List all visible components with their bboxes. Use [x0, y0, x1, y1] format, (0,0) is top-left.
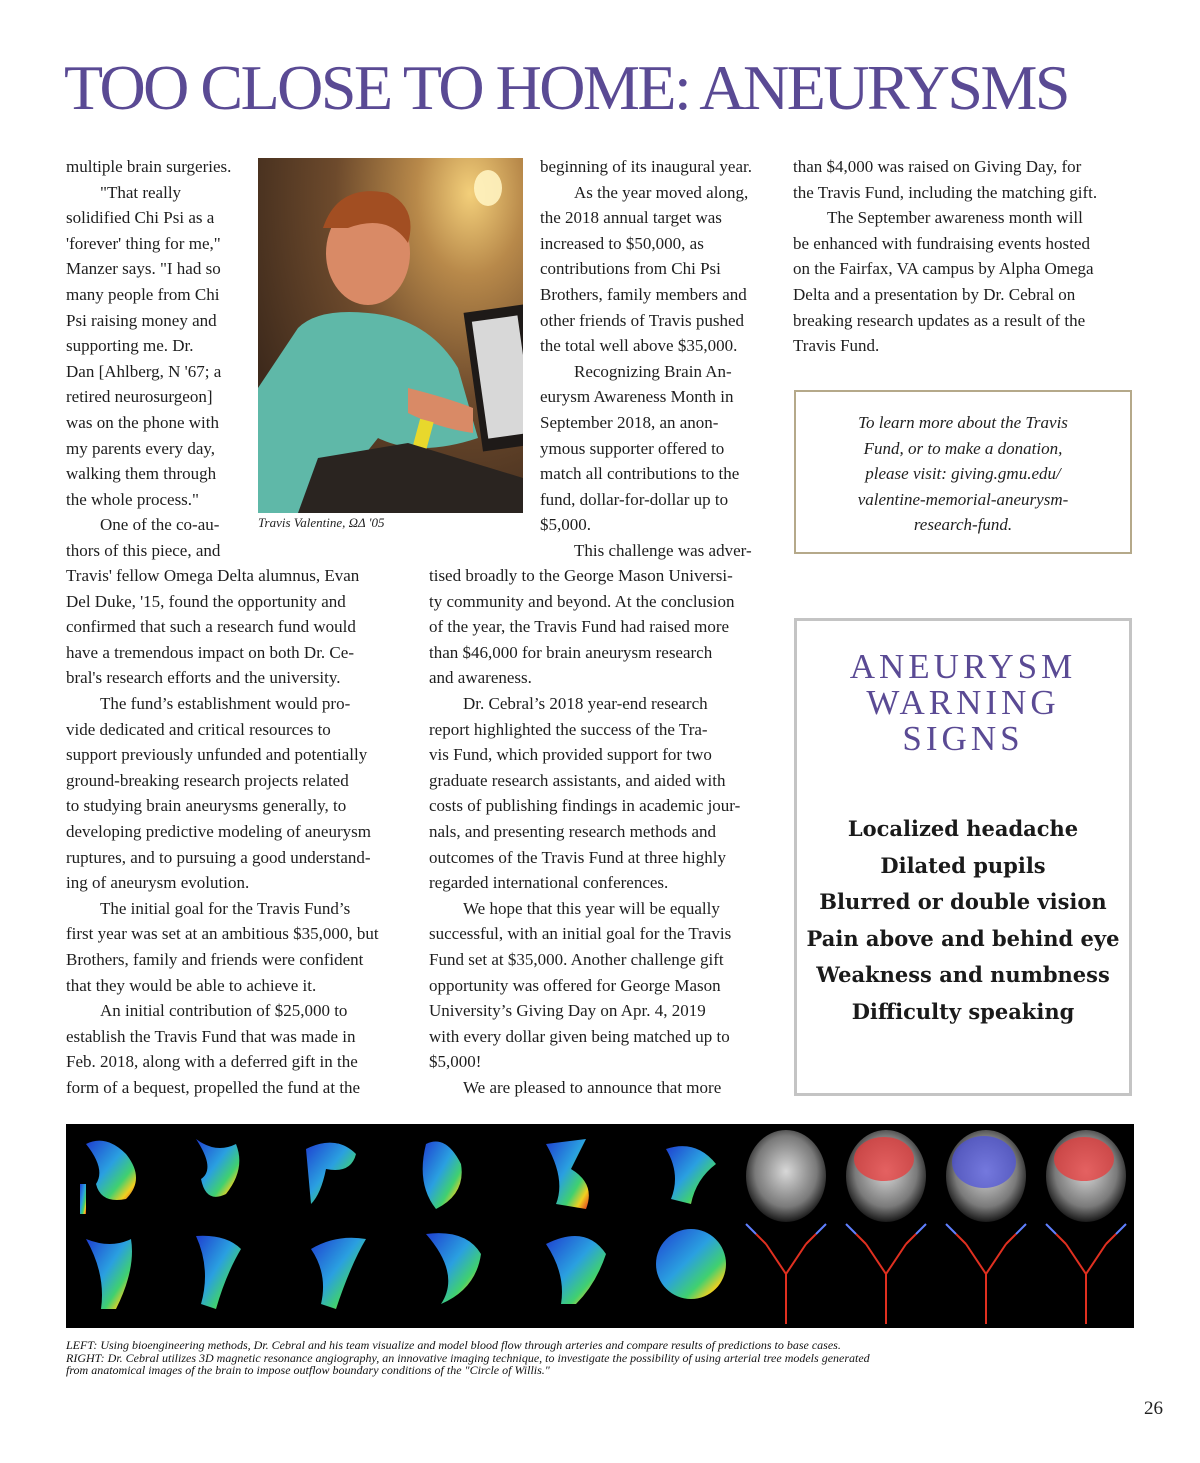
text-line: vide dedicated and critical resources to: [66, 719, 331, 739]
text-line: Fund set at $35,000. Another challenge gift: [429, 949, 724, 969]
warning-signs-title: [797, 649, 1129, 757]
page-title: TOO CLOSE TO HOME: ANEURYSMS: [64, 52, 1068, 123]
text-line: eurysm Awareness Month in: [540, 387, 734, 407]
text-line: report highlighted the success of the Tra-: [429, 719, 708, 739]
text-line: supporting me. Dr.: [66, 336, 194, 356]
text-line: successful, with an initial goal for the Travis: [429, 924, 732, 944]
text-line: on the Fairfax, VA campus by Alpha Omega: [793, 259, 1094, 279]
blood-flow-models: [80, 1139, 726, 1309]
warning-title-line: WARNING: [866, 683, 1060, 722]
text-line: support previously unfunded and potentially: [66, 745, 368, 765]
caption-line: from anatomical images of the brain to impose outflow boundary conditions of the "Circle of Willis.": [66, 1363, 550, 1377]
text-line: Recognizing Brain An-: [574, 361, 732, 381]
text-line: ing of aneurysm evolution.: [66, 873, 250, 893]
text-line: Travis Fund.: [793, 336, 880, 356]
text-line: ty community and beyond. At the conclusion: [429, 591, 735, 611]
text-line: breaking research updates as a result of the: [793, 310, 1086, 330]
text-line: walking them through: [66, 464, 217, 484]
text-line: establish the Travis Fund that was made in: [66, 1026, 356, 1046]
text-line: We are pleased to announce that more: [463, 1077, 722, 1097]
text-line: costs of publishing findings in academic jour-: [429, 796, 741, 816]
text-line: than $4,000 was raised on Giving Day, for: [793, 157, 1082, 176]
text-line: Feb. 2018, along with a deferred gift in the: [66, 1052, 358, 1072]
column-1-upper: [66, 154, 256, 564]
text-line: nals, and presenting research methods and: [429, 821, 717, 841]
warning-sign-item: Difficulty speaking: [851, 998, 1075, 1024]
text-line: confirmed that such a research fund would: [66, 617, 356, 637]
text-line: The fund’s establishment would pro-: [100, 693, 351, 713]
column-1-lower: [66, 563, 416, 1100]
donation-info-box: [794, 390, 1132, 554]
text-line: match all contributions to the: [540, 464, 740, 484]
text-line: "That really: [100, 182, 182, 202]
text-line: my parents every day,: [66, 438, 216, 458]
text-line: with every dollar given being matched up to: [429, 1026, 730, 1046]
warning-signs-list: [797, 811, 1129, 1030]
text-line: contributions from Chi Psi: [540, 259, 721, 279]
text-line: opportunity was offered for George Mason: [429, 975, 721, 995]
photo-caption: Travis Valentine, ΩΔ '05: [258, 515, 385, 530]
text-line: Brothers, family and friends were confident: [66, 949, 364, 969]
arterial-tree-models: [746, 1224, 1126, 1324]
info-line: To learn more about the Travis: [858, 413, 1068, 432]
text-line: The September awareness month will: [827, 208, 1083, 228]
text-line: Dan [Ahlberg, N '67; a: [66, 361, 222, 381]
research-imagery-illustration: [66, 1124, 1134, 1328]
person-photo-illustration: [258, 158, 523, 513]
text-line: many people from Chi: [66, 284, 220, 304]
image-strip-caption: [66, 1339, 1134, 1377]
text-line: the Travis Fund, including the matching gift.: [793, 182, 1098, 202]
text-line: be enhanced with fundraising events hosted: [793, 233, 1090, 253]
text-line: thors of this piece, and: [66, 540, 221, 560]
text-line: September 2018, an anon-: [540, 412, 719, 432]
text-line: the whole process.": [66, 489, 199, 509]
column-2-lower: [429, 563, 779, 1100]
text-line: graduate research assistants, and aided with: [429, 770, 726, 790]
text-line: University’s Giving Day on Apr. 4, 2019: [429, 1001, 706, 1021]
text-line: outcomes of the Travis Fund at three highly: [429, 847, 727, 867]
text-line: tised broadly to the George Mason Universi-: [429, 566, 733, 585]
warning-sign-item: Localized headache: [847, 816, 1079, 841]
text-line: to studying brain aneurysms generally, to: [66, 796, 347, 816]
warning-sign-item: Dilated pupils: [880, 852, 1046, 878]
warning-signs-box: [794, 618, 1132, 1096]
warning-sign-item: Weakness and numbness: [816, 962, 1110, 987]
info-line[interactable]: research-fund.: [913, 515, 1013, 535]
info-line: Fund, or to make a donation,: [863, 438, 1063, 458]
text-line: that they would be able to achieve it.: [66, 975, 317, 995]
text-line: ground-breaking research projects related: [66, 770, 349, 790]
text-line: of the year, the Travis Fund had raised more: [429, 617, 730, 637]
mri-head-scans: [746, 1130, 1126, 1222]
text-line: other friends of Travis pushed: [540, 310, 744, 330]
text-line: first year was set at an ambitious $35,000, but: [66, 924, 379, 944]
text-line: Manzer says. "I had so: [66, 259, 221, 279]
text-line: $5,000.: [540, 515, 591, 535]
text-line: An initial contribution of $25,000 to: [100, 1001, 348, 1021]
text-line: 'forever' thing for me,": [66, 233, 221, 253]
info-line[interactable]: please visit: giving.gmu.edu/: [865, 464, 1061, 484]
text-line: bral's research efforts and the university.: [66, 668, 341, 688]
caption-line: RIGHT: Dr. Cebral utilizes 3D magnetic resonance angiography, an innovative imaging technique, to investigate the possibility of using arterial tree models generated: [66, 1350, 870, 1365]
text-line: Dr. Cebral’s 2018 year-end research: [463, 693, 708, 713]
text-line: ruptures, and to pursuing a good understand-: [66, 847, 371, 867]
text-line: $5,000!: [429, 1052, 482, 1072]
text-line: multiple brain surgeries.: [66, 157, 232, 176]
text-line: the 2018 annual target was: [540, 208, 722, 228]
warning-sign-item: Pain above and behind eye: [806, 925, 1120, 951]
info-line[interactable]: valentine-memorial-aneurysm-: [857, 489, 1069, 509]
text-line: have a tremendous impact on both Dr. Ce-: [66, 642, 354, 662]
text-line: This challenge was adver-: [574, 540, 752, 560]
text-line: than $46,000 for brain aneurysm research: [429, 642, 713, 662]
text-line: vis Fund, which provided support for two: [429, 745, 712, 765]
warning-title-line: SIGNS: [902, 719, 1024, 758]
text-line: beginning of its inaugural year.: [540, 157, 752, 176]
text-line: Psi raising money and: [66, 310, 217, 330]
photo-travis-valentine: [258, 158, 523, 513]
text-line: We hope that this year will be equally: [463, 898, 720, 918]
text-line: increased to $50,000, as: [540, 233, 704, 253]
column-3: [793, 154, 1138, 359]
text-line: Delta and a presentation by Dr. Cebral on: [793, 284, 1076, 304]
text-line: the total well above $35,000.: [540, 336, 738, 356]
text-line: As the year moved along,: [574, 182, 749, 202]
warning-sign-item: Blurred or double vision: [819, 889, 1107, 914]
caption-line: LEFT: Using bioengineering methods, Dr. Cebral and his team visualize and model blood flow through arteries and compare results of predictions to base cases.: [66, 1338, 841, 1352]
text-line: Brothers, family members and: [540, 284, 747, 304]
text-line: and awareness.: [429, 668, 532, 688]
research-imagery-strip: [66, 1124, 1134, 1328]
page-number: 26: [1144, 1398, 1163, 1419]
text-line: Del Duke, '15, found the opportunity and: [66, 591, 346, 611]
text-line: One of the co-au-: [100, 515, 220, 535]
text-line: solidified Chi Psi as a: [66, 208, 215, 228]
column-2-upper: [540, 154, 780, 564]
text-line: The initial goal for the Travis Fund’s: [100, 898, 351, 918]
text-line: ymous supporter offered to: [540, 438, 725, 458]
text-line: developing predictive modeling of aneurysm: [66, 821, 371, 841]
text-line: was on the phone with: [66, 412, 219, 432]
text-line: Travis' fellow Omega Delta alumnus, Evan: [66, 566, 360, 585]
text-line: retired neurosurgeon]: [66, 387, 213, 407]
text-line: fund, dollar-for-dollar up to: [540, 489, 729, 509]
warning-title-line: ANEURYSM: [849, 647, 1077, 686]
text-line: form of a bequest, propelled the fund at the: [66, 1077, 361, 1097]
text-line: regarded international conferences.: [429, 873, 669, 893]
